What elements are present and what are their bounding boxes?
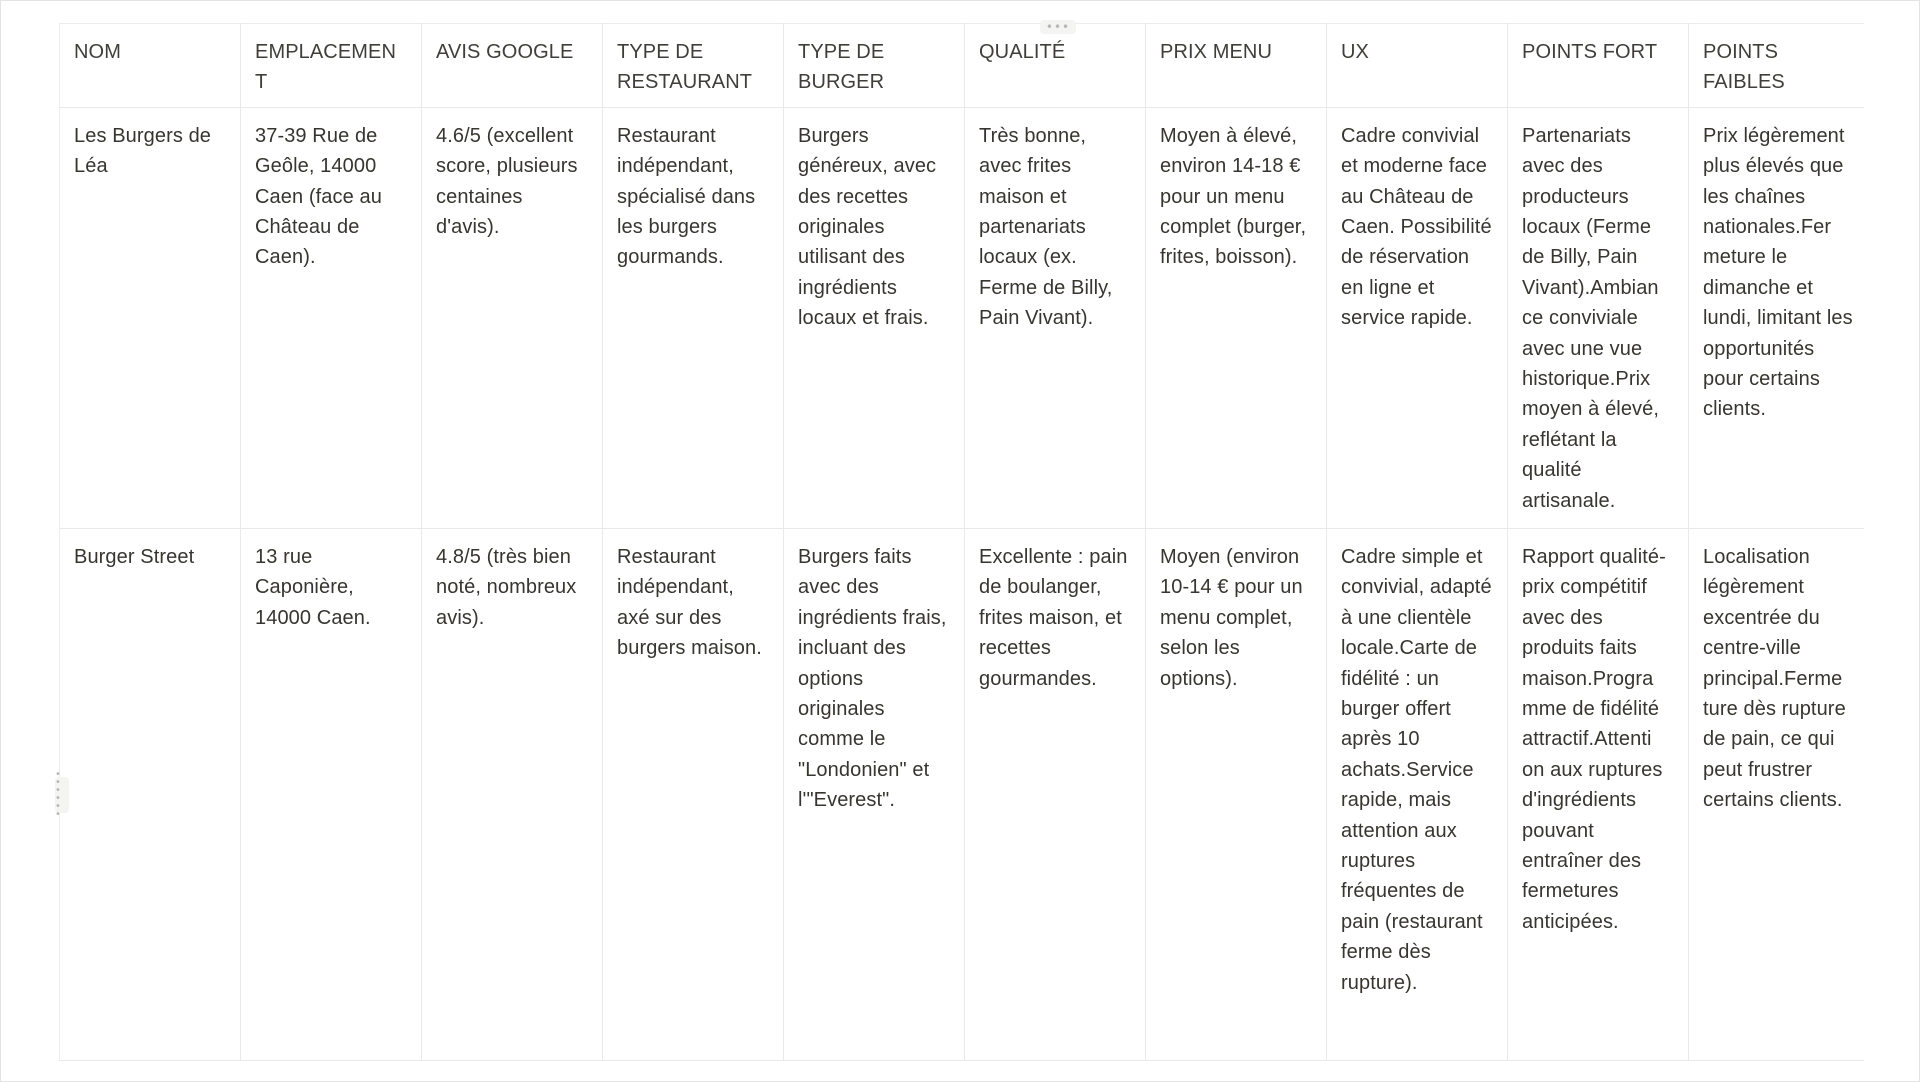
table-cell[interactable]: 4.8/5 (très bien noté, nombreux avis). bbox=[422, 529, 603, 1061]
header-cell-nom[interactable]: NOM bbox=[60, 24, 241, 108]
header-cell-avis-google[interactable]: AVIS GOOGLE bbox=[422, 24, 603, 108]
table-cell[interactable]: Restaurant indépendant, spécialisé dans les burgers gourmands. bbox=[603, 107, 784, 528]
header-cell-points-fort[interactable]: POINTS FORT bbox=[1508, 24, 1689, 108]
table-cell[interactable]: Rapport qualité-prix compétitif avec des produits faits maison.Progra mme de fidélité attractif.Attenti on aux ruptures d'ingrédients pouvant entraîner des fermetures anticipées. bbox=[1508, 529, 1689, 1061]
header-cell-ux[interactable]: UX bbox=[1327, 24, 1508, 108]
table-cell[interactable]: Burgers faits avec des ingrédients frais, incluant des options originales comme le "Londonien" et l'"Everest". bbox=[784, 529, 965, 1061]
comparison-table bbox=[59, 23, 1864, 1061]
header-cell-points-faibles[interactable]: POINTS FAIBLES bbox=[1689, 24, 1865, 108]
table-row bbox=[60, 107, 1865, 528]
table-cell[interactable]: Moyen à élevé, environ 14-18 € pour un menu complet (burger, frites, boisson). bbox=[1146, 107, 1327, 528]
header-cell-emplacement[interactable]: EMPLACEMEN T bbox=[241, 24, 422, 108]
table-cell[interactable]: Les Burgers de Léa bbox=[60, 107, 241, 528]
header-row bbox=[60, 24, 1865, 108]
horizontal-drag-handle-icon[interactable]: ••• bbox=[1040, 20, 1076, 34]
header-cell-prix-menu[interactable]: PRIX MENU bbox=[1146, 24, 1327, 108]
table-cell[interactable]: Cadre convivial et moderne face au Château de Caen. Possibilité de réservation en ligne et service rapide. bbox=[1327, 107, 1508, 528]
table-cell[interactable]: Localisation légèrement excentrée du centre-ville principal.Ferme ture dès rupture de pain, ce qui peut frustrer certains clients. bbox=[1689, 529, 1865, 1061]
table-cell[interactable]: Cadre simple et convivial, adapté à une clientèle locale.Carte de fidélité : un burger offert après 10 achats.Service rapide, mais attention aux ruptures fréquentes de pain (restaurant ferme dès rupture). bbox=[1327, 529, 1508, 1061]
header-cell-qualite[interactable]: QUALITÉ bbox=[965, 24, 1146, 108]
table-cell[interactable]: Très bonne, avec frites maison et partenariats locaux (ex. Ferme de Billy, Pain Vivant). bbox=[965, 107, 1146, 528]
table-cell[interactable]: 37-39 Rue de Geôle, 14000 Caen (face au Château de Caen). bbox=[241, 107, 422, 528]
table-cell[interactable]: Burger Street bbox=[60, 529, 241, 1061]
table-cell[interactable]: Restaurant indépendant, axé sur des burgers maison. bbox=[603, 529, 784, 1061]
table-cell[interactable]: Excellente : pain de boulanger, frites maison, et recettes gourmandes. bbox=[965, 529, 1146, 1061]
table-cell[interactable]: Partenariats avec des producteurs locaux (Ferme de Billy, Pain Vivant).Ambian ce conviviale avec une vue historique.Prix moyen à élevé, reflétant la qualité artisanale. bbox=[1508, 107, 1689, 528]
table-container bbox=[59, 23, 1864, 1061]
table-cell[interactable]: 4.6/5 (excellent score, plusieurs centaines d'avis). bbox=[422, 107, 603, 528]
header-cell-type-restaurant[interactable]: TYPE DE RESTAURANT bbox=[603, 24, 784, 108]
vertical-drag-handle-icon[interactable]: • • • • • • bbox=[55, 777, 69, 813]
table-cell[interactable]: Prix légèrement plus élevés que les chaînes nationales.Fer meture le dimanche et lundi, limitant les opportunités pour certains clients. bbox=[1689, 107, 1865, 528]
table-cell[interactable]: 13 rue Caponière, 14000 Caen. bbox=[241, 529, 422, 1061]
table-cell[interactable]: Moyen (environ 10-14 € pour un menu complet, selon les options). bbox=[1146, 529, 1327, 1061]
table-cell[interactable]: Burgers généreux, avec des recettes originales utilisant des ingrédients locaux et frais. bbox=[784, 107, 965, 528]
table-row bbox=[60, 529, 1865, 1061]
header-cell-type-burger[interactable]: TYPE DE BURGER bbox=[784, 24, 965, 108]
